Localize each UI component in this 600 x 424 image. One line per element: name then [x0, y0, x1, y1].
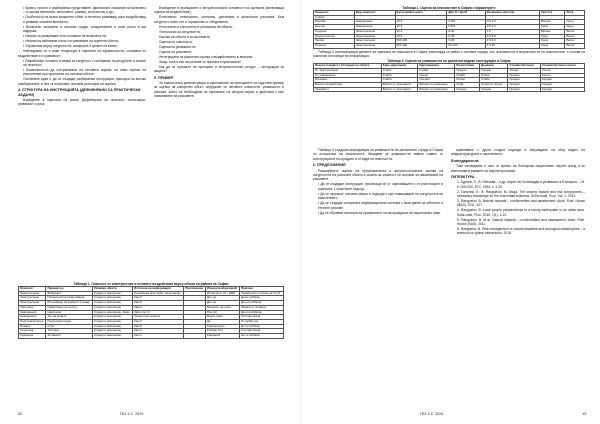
table-2-cell: 1.5-10	[485, 43, 539, 48]
table-2-cell: 1.0	[485, 29, 539, 34]
table-2-header-cell: Възможно място/м	[485, 11, 539, 16]
table-1-cell: -	[184, 334, 206, 339]
table-1-cell: Да / не	[205, 301, 239, 306]
table-1-caption: Таблица 1. Опасност от земетресение и неговите въздействия върху обекта по района на София	[73, 282, 229, 286]
table-1-cell: Земетресение	[19, 301, 46, 306]
table-3-header-cell: Едно-двуетажни	[381, 64, 418, 69]
table-1-cell: Сгради и население	[92, 305, 132, 310]
table-3-cell: Средни	[540, 87, 584, 92]
table-1-cell: Свличане	[19, 305, 46, 310]
table-3-cell: Средни	[479, 68, 508, 73]
table-3-header-cell: Едропанелни	[418, 64, 455, 69]
table-3-cell: Средни	[508, 78, 540, 83]
table-2-cell: 0-5%	[447, 20, 485, 25]
table-2-text: Таблица 2 систематизира данните за оценката на опасности в София; разглежда се район с основни сгради, със значимостта и вероятността на опасностите, с основа на различни източници на информация.	[313, 49, 585, 58]
table-3-cell: Средни	[508, 73, 540, 78]
table-1-cell: Температура	[205, 324, 239, 329]
table-1-cell: -	[184, 329, 206, 334]
table-1-cell: Сгради и население, Земя	[92, 310, 132, 315]
table-2	[313, 10, 585, 49]
table-3-header-cell: Дървени	[479, 64, 508, 69]
table-2-cell: 10-4	[395, 34, 447, 39]
table-3-cell: Високо от резонанса	[381, 83, 418, 88]
table-2-cell: Сред.	[539, 34, 565, 39]
table-3-caption: Таблица 3. Оценка на уязвимостта по различни видове конструкция в София	[387, 59, 511, 64]
left-col-2-paragraph: Въведение в принципите и антропологична оснoвност на оценката (включваща оценка на въздействие);	[154, 6, 284, 15]
table-1-header-cell: Параметър	[46, 287, 92, 292]
table-1-cell: Карти	[133, 324, 184, 329]
table-1-cell: Сеизмичен праг (инф. на агенция)	[133, 291, 184, 296]
table-3-cell: Слаби	[381, 73, 418, 78]
table-1-cell: Карти	[133, 319, 184, 324]
table-1-cell: Земетресение	[19, 296, 46, 301]
left-col-2-paragraph: Технологии за сигурността;	[159, 29, 201, 34]
left-col-2-paragraph: Оценка на рисковете;	[159, 49, 193, 54]
table-1-cell: Пожари	[19, 324, 46, 329]
table-1-cell: Слънчева	[19, 329, 46, 334]
table-1-cell: -	[184, 296, 206, 301]
table-1-cell: Карти	[133, 305, 184, 310]
table-2-cell: 50-100	[447, 43, 485, 48]
table-1-cell: Радиация	[205, 334, 239, 339]
table-3-cell: Средни	[479, 87, 508, 92]
table-3-cell: Високо от резонанса	[418, 83, 455, 88]
table-3-header-cell: Стоманобетонни	[508, 64, 540, 69]
table-2-cell: 0-40	[447, 29, 485, 34]
table-1-cell: Подпочвени води	[46, 319, 92, 324]
left-col-2-paragraph: Оценка на опасности;	[159, 39, 193, 44]
table-1-cell: -	[184, 310, 206, 315]
section-4-text: Въведение в оценката на риска. Дефиниране на опасност, експозиция, уязвимост и риск.	[18, 98, 146, 107]
table-1-cell: Активност	[46, 334, 92, 339]
table-2-cell: 1.5-6.0	[485, 39, 539, 44]
table-2-cell: Наводнения	[354, 25, 395, 30]
section-6-paragraph: • Да се създаде специална информационна система с база данни за обектите и техните рискове.	[318, 201, 443, 210]
table-1-cell: Карти	[133, 329, 184, 334]
table-2-cell: 0.5-1.0	[485, 20, 539, 25]
table-3-cell: Слаби	[381, 78, 418, 83]
table-2-header-cell: Вид опасност	[354, 11, 395, 16]
table-1-cell: Да не избягва	[240, 296, 284, 301]
table-1	[18, 286, 284, 339]
left-col-1-paragraph: • Отражение върху сигурността, комфорта и цената на всеки;	[23, 44, 118, 49]
left-col-2-paragraph: Естествено и изпълнено в условията на обекта;	[159, 24, 233, 29]
reference-item: 3. Ranguelov, B. Natural hazards – nonlinearities and assessment. Acad. Publ. House (BAS), 2011, 327.	[457, 199, 585, 208]
table-3-cell: От земетресение	[314, 68, 382, 73]
table-1-cell: Радиация	[19, 334, 46, 339]
table-3-cell: Слаби	[455, 73, 480, 78]
table-2-cell: Сердика	[314, 29, 355, 34]
table-1-cell: Пик (m)	[205, 310, 239, 315]
table-1-cell: Повърхностни разкъсвания	[46, 296, 92, 301]
table-2-cell: Висок	[565, 29, 585, 34]
table-2-header-cell: Опасност	[314, 11, 355, 16]
table-1-cell: Земетресение	[19, 291, 46, 296]
left-col-1-paragraph: • Кратко, просто и разбираемо представяне, финансово описание на включено – и оценка включена, изпълнено, размер, количество и др.;	[23, 6, 146, 15]
table-2-cell: Наводнения	[354, 20, 395, 25]
table-1-cell: Интензитет (I) – EMS	[205, 291, 239, 296]
table-2-row	[314, 43, 585, 48]
table-3-cell: Средни	[508, 83, 540, 88]
table-2-cell: Земетресение	[354, 39, 395, 44]
table-1-cell: -	[184, 291, 206, 296]
table-1-cell: Да / не	[205, 296, 239, 301]
table-2-cell: 0-30	[447, 39, 485, 44]
table-1-cell: Теч на водата	[46, 315, 92, 320]
table-3-cell: Силни	[418, 73, 455, 78]
table-3-cell: Средни	[540, 83, 584, 88]
table-2-header-cell: Дял % / брой	[447, 11, 485, 16]
table-1-cell: Зависи от почвата	[240, 305, 284, 310]
left-col-2-paragraph: Интегрирани на различни оценки с въздействието в анализи.	[159, 54, 254, 59]
table-1-cell: Сгради и население	[92, 291, 132, 296]
table-2-cell: 10-4	[395, 25, 447, 30]
references-title: ЛИТЕРАТУРА	[451, 175, 475, 180]
left-col-1-paragraph: • Възможността да отстраняване на неговата оценка, на ниво оценка на изпълнение при прилагане на основни обекти;	[23, 68, 146, 77]
table-3-cell: Слаби	[381, 68, 418, 73]
table-1-row	[19, 334, 284, 339]
table-3-cell: Високо от резонанса	[418, 87, 455, 92]
table-1-cell: Теглова скала	[240, 315, 284, 320]
left-col-2-paragraph: Оценка на уязвимостта;	[159, 44, 196, 49]
table-1-cell: -	[184, 301, 206, 306]
table-2-cell: Висок	[565, 34, 585, 39]
section-6-title: 6. ПРЕДЛОЖЕНИЯ	[313, 163, 346, 168]
table-1-cell: Да или избягва	[240, 301, 284, 306]
table-3-cell: Уязвимост	[314, 87, 382, 92]
table-1-cell: Теглова скала	[240, 329, 284, 334]
table-1-cell: Да или избягва	[240, 310, 284, 315]
table-1-cell: Водно ниво	[205, 315, 239, 320]
table-1-header-cell: Уязвими обекти	[92, 287, 132, 292]
page-number-left: 42	[18, 412, 22, 416]
table-2-cell: Сред.	[539, 43, 565, 48]
table-2-cell: София	[314, 15, 355, 20]
section-5-title: 5. ПРИМЕР	[154, 75, 174, 80]
table-3-cell: Силни	[508, 68, 540, 73]
table-1-cell: Подпочвени води	[19, 319, 46, 324]
table-2-cell: Център	[314, 25, 355, 30]
table-2-cell: Сред.	[539, 39, 565, 44]
table-1-cell: Да	[205, 319, 239, 324]
table-1-cell: Мощност на слоя	[205, 305, 239, 310]
table-2-caption: Таблица 2. Оценка на опасностите в София с параметрите	[402, 6, 496, 10]
table-2-header-cell: Категорийно ниво	[395, 11, 447, 16]
table-2-header-cell: Риск	[565, 11, 585, 16]
table-1-cell: -	[184, 305, 206, 310]
table-1-cell: Сгради и население	[92, 301, 132, 306]
table-2-cell: Сред.	[565, 20, 585, 25]
reference-item: 4. Ranguelov, B. Local people preparedness to a strong earthquake in an urban area. Sofia case, Proc. 2016, 1(1), 1-10.	[457, 208, 585, 217]
table-3-cell: Слаб	[455, 83, 480, 88]
table-1-cell: Карти	[133, 296, 184, 301]
table-1-cell: Сгради и население	[92, 296, 132, 301]
table-2-cell: 10-4	[395, 20, 447, 25]
right-col-p3: Тази изследване е част от проект на Български национален научен фонд и се изпълнява в рамките на научна програма.	[451, 164, 585, 173]
table-2-cell: Сред.	[565, 25, 585, 30]
table-3-cell: Слаби	[479, 78, 508, 83]
table-2-cell: Сред.	[539, 25, 565, 30]
table-2-cell: Висок	[565, 39, 585, 44]
table-1-cell: -	[184, 319, 206, 324]
right-col-2	[451, 148, 585, 236]
table-3-cell: Силни от силен	[479, 83, 508, 88]
table-2-cell: 500-100	[395, 43, 447, 48]
table-2-block	[313, 6, 585, 92]
table-1-header-cell: Източник на информация	[133, 287, 184, 292]
table-3-cell: Високо въздействие	[314, 83, 382, 88]
section-5-text: За практическа демонстрация и приложение на принципите се подготвя пример за оценка на конкретен обект: определят се неговите опасности, уязвимости и рискове, които са необходими за прилагане на сигурни мерки и действия с цел намаляване на рисковете.	[154, 81, 284, 99]
table-2-cell: Лозенец	[314, 43, 355, 48]
reference-item: 1. Бурнев, Л., В. Ранчева... и др. Карти на Геохазарди и уязвимост в България. – М. II: 000-000, БТС, 1994, с. 1-20.	[457, 180, 585, 189]
table-2-cell: Висока	[539, 20, 565, 25]
table-1-cell: Не се избягва	[240, 334, 284, 339]
left-col-2-paragraph: Как да се прилагат на принципи и антропологичен ресурс – инструкция за защита?	[154, 64, 284, 74]
table-1-cell: Карти	[133, 301, 184, 306]
table-1-cell: Характерни степени на VI–IX	[240, 291, 284, 296]
gratitude-title: Благодарности:	[451, 158, 480, 163]
left-col-1-paragraph: Наблюдават се и нови тенденции в оценката на ефикасността, основани по въздействието и уязвимост;	[18, 49, 146, 58]
left-col-1-paragraph: • Включено заложени и основни нужди, инициативите и поли които в ще издържа;	[23, 24, 146, 34]
table-1-cell: Сгради и население	[92, 315, 132, 320]
table-1-cell: Теоретичен анализ	[133, 315, 184, 320]
table-3-cell: От наводнение	[314, 73, 382, 78]
table-2-cell: Красна поляна	[314, 34, 355, 39]
table-3-cell: Силни	[540, 68, 584, 73]
table-2-header-cell: Частота	[539, 11, 565, 16]
table-3-row	[314, 87, 585, 92]
table-1-cell: Наводнения	[19, 315, 46, 320]
left-col-1-paragraph: Основната идея е да се създаде разбираема инструкция, пригодна за всички разбирателни; в нея се използват основни категории на оценка.	[18, 77, 146, 86]
table-1-cell: Втечняване на земната основа	[46, 301, 92, 306]
journal-footer-left: ГБЗ 3-4 ' 2024	[120, 412, 144, 416]
table-2-cell: Земетресение	[354, 43, 395, 48]
right-col-1	[313, 148, 443, 216]
table-3-cell: Средни	[418, 78, 455, 83]
table-1-cell: Наводнения	[19, 310, 46, 315]
table-2-cell: Висок	[565, 43, 585, 48]
table-1-cell: Сгради и население	[92, 329, 132, 334]
table-2-cell: 0-5%	[447, 25, 485, 30]
table-1-cell: Сгради и население	[92, 334, 132, 339]
table-1-cell: Размер (m²)	[205, 329, 239, 334]
table-3-cell: Силни	[455, 78, 480, 83]
table-2-cell: 500-100	[395, 39, 447, 44]
table-2-cell: Висока	[539, 29, 565, 34]
table-3-cell: Изгаряне	[314, 78, 382, 83]
table-2-cell: Изгреви	[314, 20, 355, 25]
left-col-2-paragraph: Насоки на обекти и за системите;	[159, 34, 211, 39]
table-1-header-cell: Прагови	[240, 287, 284, 292]
left-col-2-paragraph: Естествено, електронно, сигнално, дипломни и физически решения: Към сигурност, ниво, кит и отражение от обединение;	[154, 15, 284, 24]
table-1-header-cell: Приложение	[184, 287, 206, 292]
right-col-p1: сравняване с други сходни подходи и изграждане на общ модел на инфраструктурата и населението.	[451, 148, 585, 157]
table-2-cell: 1.5-6.0	[485, 34, 539, 39]
table-1-cell: Сгради и население	[92, 324, 132, 329]
section-4-title: 4. СТРУКТУРА НА ИНСТРУКЦИЯТА (ДЕФИНИРАНИ СА ПРАКТИЧЕСКИ ЗАДАЧИ)	[18, 88, 141, 97]
table-3-header-cell: Вид на сградата / Ситуация на обекта	[314, 64, 382, 69]
section-6-paragraph: • Да се обучават експерти за прилагането на инструкцията на национално ниво.	[318, 210, 442, 215]
table-2-cell: 10-4	[395, 29, 447, 34]
section-6-paragraph: • Да се прилагат основни мерки и подходи с цел повишаване на сигурността на населението.	[318, 191, 443, 201]
table-1-cell: По-добро да	[240, 319, 284, 324]
table-3-cell: Средни	[540, 78, 584, 83]
table-3-header-cell: Пълнотелни	[455, 64, 480, 69]
table-3	[313, 63, 585, 92]
table-1-cell: -	[184, 324, 206, 329]
table-3-cell: Високо от резонанса	[381, 87, 418, 92]
table-2-cell: 0-40	[447, 34, 485, 39]
table-3-header-cell: Стоманобетонен скелет	[540, 64, 584, 69]
table-1-cell: Ниво/зони	[46, 310, 92, 315]
table-1-cell: Не се избягва	[240, 324, 284, 329]
table-1-cell: Топлина	[46, 329, 92, 334]
table-3-cell: Силни	[479, 73, 508, 78]
right-page	[300, 0, 600, 424]
table-1-header-cell: Опасност	[19, 287, 46, 292]
table-1-cell: Карти	[133, 334, 184, 339]
table-1-cell: Сгради и население	[92, 319, 132, 324]
table-3-cell: Средни	[455, 68, 480, 73]
table-1-cell: Огън	[46, 324, 92, 329]
table-1-block	[18, 282, 284, 339]
reference-item: 2. Ганчева, Х., В. Ranguelov, M. Ahuja. The seismic hazard and risk components – necessary knowledge for the real estate business, Sofia coast, Proc. Vol. 1, 2012.	[457, 189, 585, 199]
table-3-text: Таблица 3 съдържа информация за уязвимостта на различните сгради в София по отношение на опасностите. Виждаме че уязвимостта зависи главно от конструкцията на сградите и от вида на опасността.	[313, 148, 443, 161]
journal-footer-right: ГБЗ 3-4 ' 2024	[420, 412, 444, 416]
table-2-cell: 0.5-1.0	[485, 25, 539, 30]
table-3-cell: Средни	[508, 87, 540, 92]
table-1-cell: Изместване на грунта	[46, 305, 92, 310]
table-3-cell: Слаби	[418, 68, 455, 73]
table-1-cell: Вибрации	[46, 291, 92, 296]
left-col-1-paragraph: • Начини на избягване и/или отстраняване на оценени обекти;	[23, 39, 119, 44]
left-col-1-paragraph: • Разработват основни и мерки за сигурност с основание на ресурсите и зоните на опасност;	[23, 58, 146, 68]
reference-item: 6. Ranguelov, B. Risk management of natural disasters and ecological catastrophes – a textbook for global interactions. 2015.	[457, 227, 585, 236]
left-col-1	[18, 6, 146, 107]
left-col-2-paragraph: Защо, кога и как на рискове се прилага в практиката?	[159, 59, 242, 64]
left-col-1-paragraph: • Особености на всеки конкретен обект и неговото развиващ иски въздействащ и уязвими описани включено;	[23, 15, 146, 24]
table-1-cell: -	[184, 315, 206, 320]
left-col-2	[154, 6, 284, 99]
table-1-cell: Карти (м, h)	[133, 310, 184, 315]
table-2-cell: Земетресение	[354, 34, 395, 39]
table-2-cell: Земетресение	[354, 29, 395, 34]
left-col-1-paragraph: • Начини за разкриване или основани на включена на;	[23, 34, 107, 39]
section-6-paragraph: • Да се създадат инструкции, прилагащи се от оценяващите и от участниците в оценката, с практичен подход.	[318, 182, 443, 191]
reference-item: 5. Ranguelov, B. et al. Natural hazards – nonlinearities and assessment. Acad. Publ. House (BAS), 2011.	[457, 217, 585, 227]
table-3-cell: Средни	[455, 87, 480, 92]
section-6-paragraph: Разширените оценки на предложенията и антропологичната оценка на сигурността на различни обекти в зоната на опасност са основни за намаляване на рисковете.	[313, 168, 443, 182]
table-2-cell: Люлин	[314, 39, 355, 44]
table-3-cell: Силни	[540, 73, 584, 78]
table-1-header-cell: Измерител/критерий	[205, 287, 239, 292]
page-number-right: 43	[582, 412, 586, 416]
